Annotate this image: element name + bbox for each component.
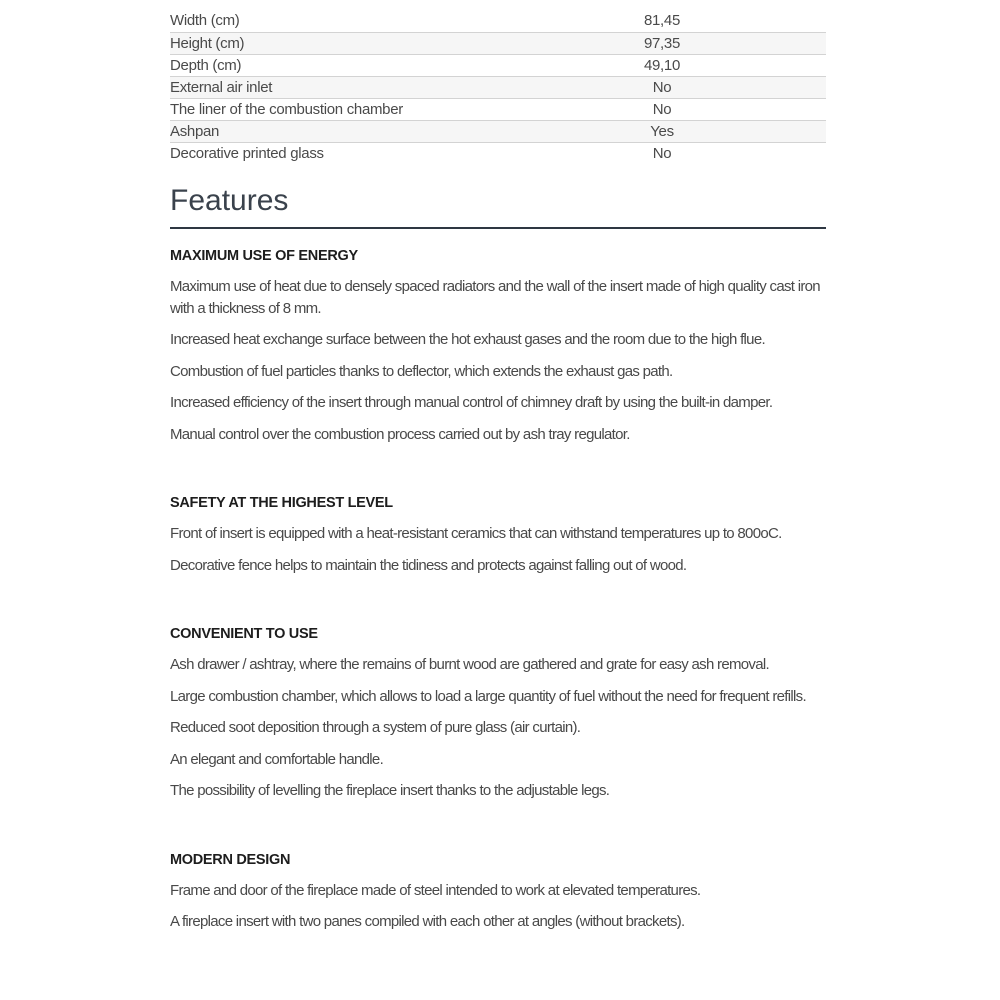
spec-table-row xyxy=(170,98,826,120)
spec-row-label: Height (cm) xyxy=(170,32,498,54)
spec-row-value: Yes xyxy=(498,120,826,142)
features-title: Features xyxy=(170,184,289,217)
feature-paragraph: Combustion of fuel particles thanks to deflector, which extends the exhaust gas path. xyxy=(170,362,673,380)
feature-section xyxy=(170,852,826,933)
spec-table-body xyxy=(170,10,826,164)
spec-row-label: Ashpan xyxy=(170,120,498,142)
spec-row-label: Decorative printed glass xyxy=(170,144,324,162)
feature-paragraph: Decorative fence helps to maintain the tidiness and protects against falling out of wood. xyxy=(170,556,687,574)
feature-paragraph: Maximum use of heat due to densely spaced radiators and the wall of the insert made of high quality cast iron with a thickness of 8 mm. xyxy=(170,278,820,317)
spec-table-row xyxy=(170,10,826,32)
feature-paragraph: The possibility of levelling the fireplace insert thanks to the adjustable legs. xyxy=(170,782,610,799)
feature-section xyxy=(170,248,826,445)
feature-paragraph: Front of insert is equipped with a heat-resistant ceramics that can withstand temperatures up to 800oC. xyxy=(170,525,782,542)
features-sections xyxy=(170,248,826,933)
feature-section xyxy=(170,626,826,802)
spec-row-value: No xyxy=(498,76,826,98)
spec-row-value: No xyxy=(652,144,672,162)
spec-row-label: Width (cm) xyxy=(170,10,498,32)
feature-section-heading: CONVENIENT TO USE xyxy=(170,626,318,642)
feature-paragraph: A fireplace insert with two panes compiled with each other at angles (without brackets). xyxy=(170,913,685,930)
feature-section xyxy=(170,495,826,576)
feature-paragraph: Frame and door of the fireplace made of steel intended to work at elevated temperatures. xyxy=(170,881,701,899)
feature-paragraph: An elegant and comfortable handle. xyxy=(170,750,384,768)
feature-section-heading: MAXIMUM USE OF ENERGY xyxy=(170,248,358,264)
spec-table xyxy=(170,10,826,164)
spec-table-row xyxy=(170,32,826,54)
spec-row-label: The liner of the combustion chamber xyxy=(170,98,498,120)
spec-table-row xyxy=(170,54,826,76)
spec-row-value: 49,10 xyxy=(498,54,826,76)
spec-row-value: 81,45 xyxy=(498,10,826,32)
spec-table-row xyxy=(170,120,826,142)
feature-paragraph: Ash drawer / ashtray, where the remains of burnt wood are gathered and grate for easy ash removal. xyxy=(170,656,769,673)
feature-paragraph: Large combustion chamber, which allows to load a large quantity of fuel without the need for frequent refills. xyxy=(170,687,806,705)
feature-section-heading: SAFETY AT THE HIGHEST LEVEL xyxy=(170,495,393,511)
spec-row-value: No xyxy=(498,98,826,120)
feature-paragraph: Reduced soot deposition through a system of pure glass (air curtain). xyxy=(170,719,581,736)
feature-paragraph: Increased efficiency of the insert through manual control of chimney draft by using the built-in damper. xyxy=(170,394,773,411)
features-title-rule xyxy=(170,227,826,229)
product-details-content xyxy=(170,0,826,943)
spec-row-label: Depth (cm) xyxy=(170,54,498,76)
feature-section-heading: MODERN DESIGN xyxy=(170,851,291,868)
feature-paragraph: Increased heat exchange surface between the hot exhaust gases and the room due to the high flue. xyxy=(170,331,765,348)
spec-row-label: External air inlet xyxy=(170,76,498,98)
feature-paragraph: Manual control over the combustion process carried out by ash tray regulator. xyxy=(170,425,630,443)
spec-row-value: 97,35 xyxy=(498,32,826,54)
spec-table-row xyxy=(170,142,826,164)
spec-table-row xyxy=(170,76,826,98)
